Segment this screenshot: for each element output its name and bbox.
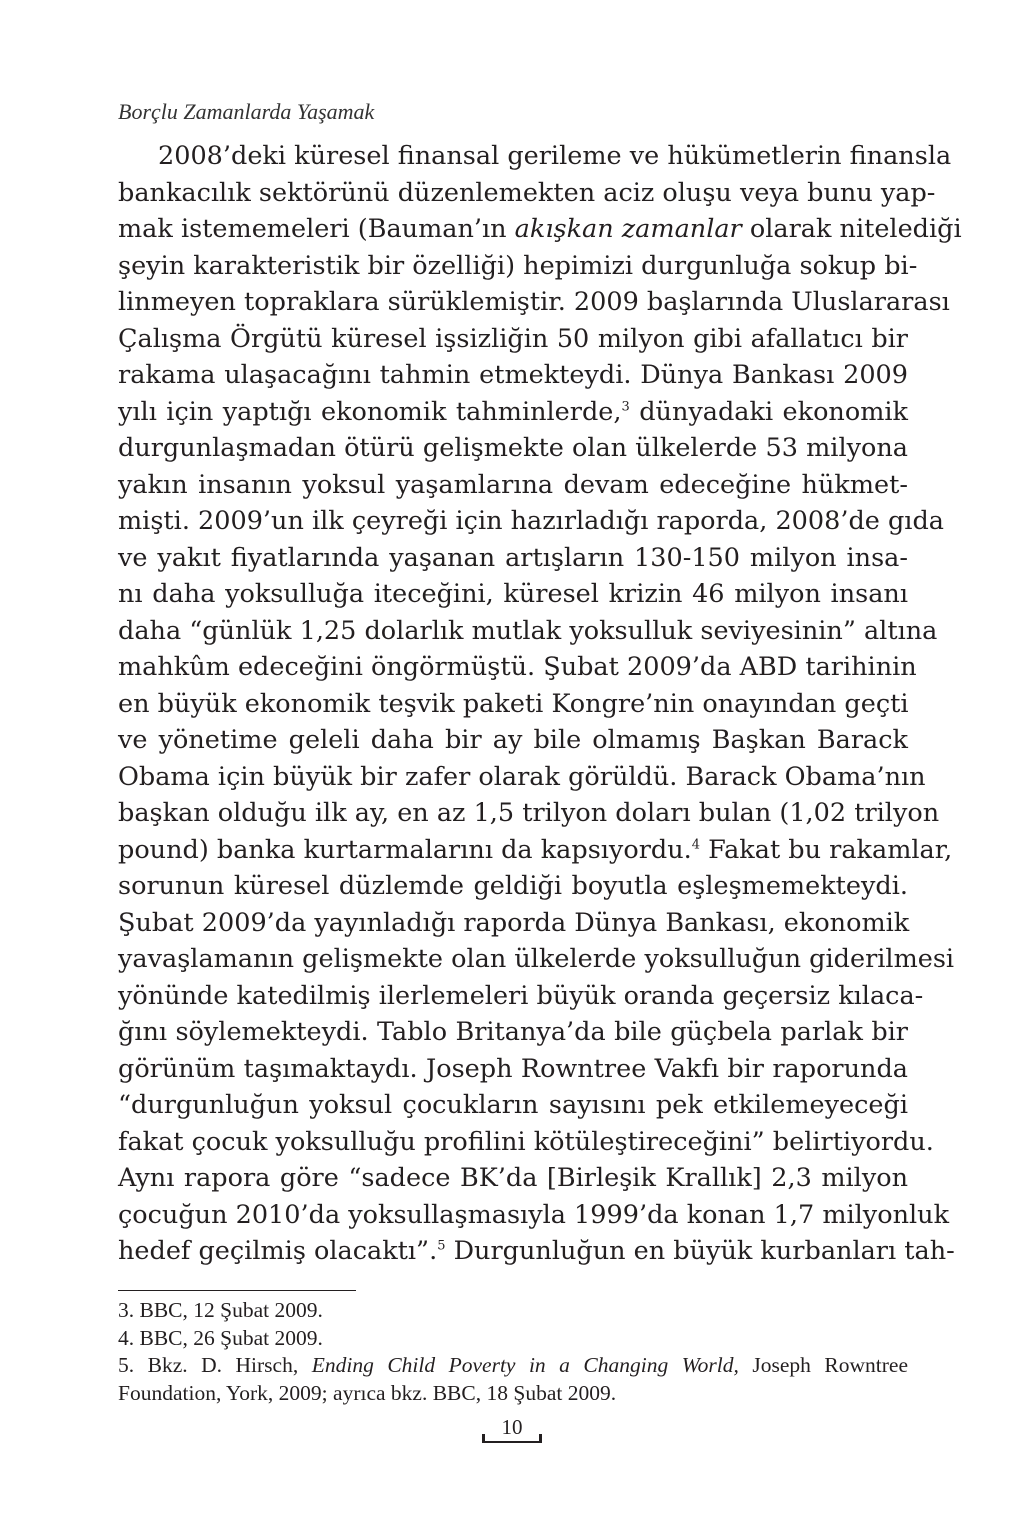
body-line: çocuğun 2010’da yoksullaşmasıyla 1999’da konan 1,7 milyonluk: [118, 1199, 950, 1230]
body-line-start: mak istememeleri (Bauman’ın: [118, 214, 515, 244]
body-line: ve yönetime geleli daha bir ay bile olmamış Başkan Barack: [118, 725, 908, 755]
body-line: Obama için büyük bir zafer olarak görüldü. Barack Obama’nın: [118, 761, 926, 792]
body-line: [118, 394, 908, 431]
body-line: Çalışma Örgütü küresel işsizliğin 50 milyon gibi afallatıcı bir: [118, 323, 908, 354]
body-line: şeyin karakteristik bir özelliği) hepimizi durgunluğa sokup bi-: [118, 250, 918, 281]
body-line: mişti. 2009’un ilk çeyreği için hazırladığı raporda, 2008’de gıda: [118, 506, 944, 536]
body-line: ğını söylemekteydi. Tablo Britanya’da bile güçbela parlak bir: [118, 1017, 908, 1047]
footnote-3: 3. BBC, 12 Şubat 2009.: [118, 1298, 323, 1322]
body-line-end: Durgunluğun en büyük kurbanları tah-: [445, 1236, 955, 1266]
page-number-tick-left: [482, 1434, 485, 1443]
body-line: yakın insanın yoksul yaşamlarına devam edeceğine hükmet-: [118, 469, 908, 500]
footnote-ref: 5: [437, 1238, 446, 1254]
body-line-start: yılı için yaptığı ekonomik tahminlerde,: [118, 396, 622, 427]
body-line: ve yakıt fiyatlarında yaşanan artışların 130-150 milyon insa-: [118, 542, 908, 573]
body-text: [118, 138, 962, 1270]
body-line: sorunun küresel düzlemde geldiği boyutla eşleşmemekteydi.: [118, 871, 908, 901]
footnote-ref: 4: [691, 837, 701, 852]
body-line: bankacılık sektörünü düzenlemekten aciz oluşu veya bunu yap-: [118, 177, 936, 208]
page-number: 10: [501, 1415, 523, 1439]
body-line: görünüm taşımaktaydı. Joseph Rowntree Vakfı bir raporunda: [118, 1053, 908, 1084]
body-line: fakat çocuk yoksulluğu profilini kötüleştireceğini” belirtiyordu.: [118, 1126, 934, 1157]
body-line: “durgunluğun yoksul çocukların sayısını pek etkilemeyeceği: [118, 1090, 908, 1120]
page-number-block: [468, 1414, 556, 1444]
body-line: nı daha yoksulluğa iteceğini, küresel krizin 46 milyon insanı: [118, 579, 908, 609]
body-line: yönünde katedilmiş ilerlemeleri büyük oranda geçersiz kılaca-: [118, 980, 924, 1011]
body-line: [118, 832, 953, 869]
body-line: [118, 211, 962, 248]
footnotes: [118, 1297, 908, 1407]
italic-term: akışkan zamanlar: [514, 214, 742, 244]
body-line-start: pound) banka kurtarmalarını da kapsıyordu.: [118, 834, 692, 865]
footnote-5-title: Ending Child Poverty in a Changing World,: [311, 1353, 739, 1377]
body-line: linmeyen topraklara sürüklemiştir. 2009 başlarında Uluslararası: [118, 287, 950, 317]
body-line: başkan olduğu ilk ay, en az 1,5 trilyon doları bulan (1,02 trilyon: [118, 798, 940, 828]
body-line: durgunlaşmadan ötürü gelişmekte olan ülkelerde 53 milyona: [118, 433, 908, 463]
page-number-tick-right: [539, 1434, 542, 1443]
body-line-start: hedef geçilmiş olacaktı”.: [118, 1236, 438, 1266]
footnote-4: 4. BBC, 26 Şubat 2009.: [118, 1325, 323, 1350]
footnote-divider: [118, 1290, 356, 1291]
body-line: rakama ulaşacağını tahmin etmekteydi. Dünya Bankası 2009: [118, 360, 908, 390]
body-line: yavaşlamanın gelişmekte olan ülkelerde yoksulluğun giderilmesi: [118, 944, 955, 974]
footnote-5-line-2: Foundation, York, 2009; ayrıca bkz. BBC, 18 Şubat 2009.: [118, 1380, 617, 1405]
page-number-underline: [482, 1441, 542, 1443]
body-line: mahkûm edeceğini öngörmüştü. Şubat 2009’da ABD tarihinin: [118, 652, 917, 682]
footnote-5: [118, 1352, 908, 1380]
body-line-end: dünyadaki ekonomik: [629, 396, 908, 427]
footnote-5-suffix: Joseph Rowntree: [738, 1353, 908, 1377]
body-line: [118, 1233, 955, 1270]
footnote-5-prefix: 5. Bkz. D. Hirsch,: [118, 1353, 312, 1377]
body-line: Aynı rapora göre “sadece BK’da [Birleşik Krallık] 2,3 milyon: [118, 1163, 908, 1193]
body-line: Şubat 2009’da yayınladığı raporda Dünya Bankası, ekonomik: [118, 907, 910, 938]
body-line: daha “günlük 1,25 dolarlık mutlak yoksulluk seviyesinin” altına: [118, 615, 938, 646]
footnote-ref: 3: [621, 399, 630, 414]
body-line: 2008’deki küresel finansal gerileme ve hükümetlerin finansla: [158, 141, 952, 171]
body-line-end: olarak nitelediği: [741, 214, 962, 244]
body-line: en büyük ekonomik teşvik paketi Kongre’nin onayından geçti: [118, 688, 909, 719]
running-head: Borçlu Zamanlarda Yaşamak: [118, 99, 375, 124]
body-line-end: Fakat bu rakamlar,: [700, 834, 953, 865]
